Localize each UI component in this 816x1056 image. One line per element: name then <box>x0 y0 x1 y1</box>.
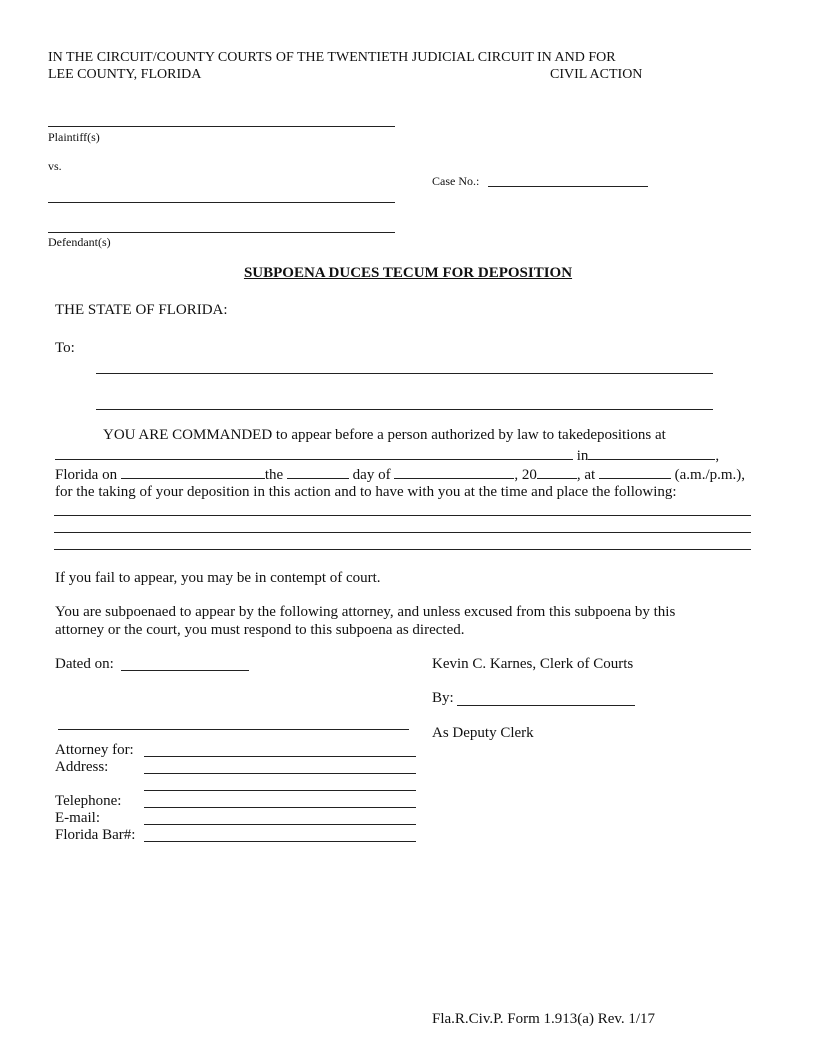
at-label: , at <box>576 467 596 483</box>
florida-on-label: Florida on <box>55 467 118 483</box>
case-no-line[interactable] <box>488 186 648 187</box>
deputy-signature-line[interactable] <box>457 705 635 706</box>
address-line-1[interactable] <box>144 773 416 774</box>
items-line-2[interactable] <box>54 532 751 533</box>
attorney-for-label: Attorney for: <box>55 742 134 758</box>
year-blank[interactable] <box>537 465 577 479</box>
recipient-line-2[interactable] <box>96 409 713 410</box>
comma-label: , <box>715 448 720 464</box>
location-blank[interactable] <box>55 446 573 460</box>
defendant-label: Defendant(s) <box>48 235 111 249</box>
in-label: in <box>576 448 589 464</box>
florida-bar-line[interactable] <box>144 841 416 842</box>
telephone-label: Telephone: <box>55 793 122 809</box>
email-label: E-mail: <box>55 810 100 826</box>
items-line-1[interactable] <box>54 515 751 516</box>
month-blank[interactable] <box>394 465 514 479</box>
command-line3: for the taking of your deposition in this action and to have with you at the time and place the following: <box>55 484 677 500</box>
deputy-clerk-label: As Deputy Clerk <box>432 725 534 741</box>
address-line-2[interactable] <box>144 790 416 791</box>
command-line1: YOU ARE COMMANDED to appear before a person authorized by law to takedepositions at <box>103 427 666 443</box>
attorney-signature-line[interactable] <box>58 729 409 730</box>
address-label: Address: <box>55 759 109 775</box>
dated-line[interactable] <box>121 670 249 671</box>
date-row <box>55 465 745 484</box>
telephone-line[interactable] <box>144 807 416 808</box>
day-of-label: day of <box>352 467 391 483</box>
year-prefix: , 20 <box>514 467 537 483</box>
recipient-line-1[interactable] <box>96 373 713 374</box>
attorney-notice-line2: attorney or the court, you must respond to this subpoena as directed. <box>55 622 465 638</box>
attorney-notice-line1: You are subpoenaed to appear by the following attorney, and unless excused from this subpoena by this <box>55 604 676 620</box>
action-type: CIVIL ACTION <box>550 67 643 82</box>
court-name-line2: LEE COUNTY, FLORIDA <box>48 67 202 82</box>
plaintiff-label: Plaintiff(s) <box>48 130 100 144</box>
county-blank[interactable] <box>588 446 715 460</box>
time-blank[interactable] <box>599 465 671 479</box>
ampm-label: (a.m./p.m.), <box>674 467 746 483</box>
day-blank[interactable] <box>287 465 349 479</box>
email-line[interactable] <box>144 824 416 825</box>
weekday-blank[interactable] <box>121 465 265 479</box>
to-label: To: <box>55 340 75 356</box>
location-row <box>55 446 725 465</box>
defendant-line-1[interactable] <box>48 202 395 203</box>
case-no-label: Case No.: <box>432 174 480 188</box>
form-reference: Fla.R.Civ.P. Form 1.913(a) Rev. 1/17 <box>432 1011 656 1027</box>
items-line-3[interactable] <box>54 549 751 550</box>
florida-bar-label: Florida Bar#: <box>55 827 136 843</box>
versus-label: vs. <box>48 159 62 173</box>
defendant-line-2[interactable] <box>48 232 395 233</box>
plaintiff-line[interactable] <box>48 126 395 127</box>
document-title: SUBPOENA DUCES TECUM FOR DEPOSITION <box>243 265 573 281</box>
attorney-for-line[interactable] <box>144 756 416 757</box>
by-label: By: <box>432 690 454 706</box>
clerk-name: Kevin C. Karnes, Clerk of Courts <box>432 656 634 672</box>
state-line: THE STATE OF FLORIDA: <box>55 302 228 318</box>
the-label: the <box>264 467 284 483</box>
contempt-notice: If you fail to appear, you may be in contempt of court. <box>55 570 381 586</box>
court-name-line1: IN THE CIRCUIT/COUNTY COURTS OF THE TWENTIETH JUDICIAL CIRCUIT IN AND FOR <box>48 50 616 65</box>
dated-label: Dated on: <box>55 656 114 672</box>
